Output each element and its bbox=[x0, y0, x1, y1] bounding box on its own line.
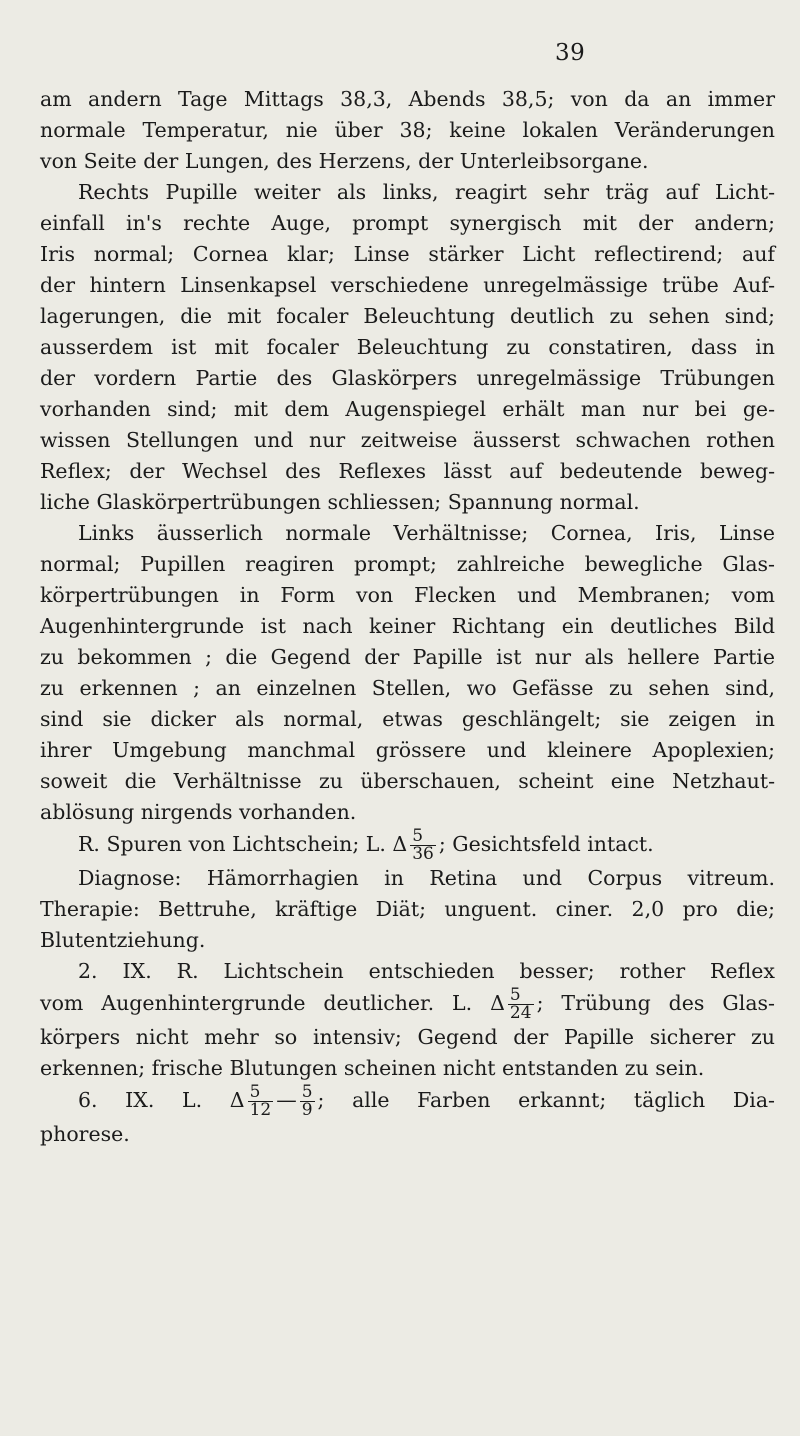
text-line: Iris normal; Cornea klar; Linse stärker Licht reflectirend; auf bbox=[40, 242, 775, 266]
fraction-numerator: 5 bbox=[412, 826, 424, 846]
text-segment: 6. IX. L. Δ bbox=[78, 1088, 245, 1112]
fraction-denominator: 36 bbox=[412, 844, 434, 864]
text-segment: ; Gesichtsfeld intact. bbox=[438, 832, 654, 856]
body-text bbox=[40, 84, 775, 1150]
text-line: soweit die Verhältnisse zu überschauen, scheint eine Netzhaut- bbox=[40, 769, 775, 793]
text-line: körpertrübungen in Form von Flecken und Membranen; vom bbox=[40, 583, 775, 607]
text-line: 2. IX. R. Lichtschein entschieden besser; rother Reflex bbox=[78, 959, 775, 983]
text-line: der vordern Partie des Glaskörpers unregelmässige Trübungen bbox=[40, 366, 775, 390]
text-line: Reflex; der Wechsel des Reflexes lässt auf bedeutende beweg- bbox=[40, 459, 775, 483]
text-line: zu bekommen ; die Gegend der Papille ist nur als hellere Partie bbox=[40, 645, 775, 669]
text-line: am andern Tage Mittags 38,3, Abends 38,5; von da an immer bbox=[40, 87, 775, 111]
text-segment: vom Augenhintergrunde deutlicher. L. Δ bbox=[40, 991, 505, 1015]
fraction-denominator: 12 bbox=[249, 1100, 272, 1120]
text-line: lagerungen, die mit focaler Beleuchtung deutlich zu sehen sind; bbox=[40, 304, 775, 328]
text-line: Therapie: Bettruhe, kräftige Diät; unguent. ciner. 2,0 pro die; bbox=[40, 897, 775, 921]
fraction bbox=[248, 1084, 274, 1119]
text-line: normal; Pupillen reagiren prompt; zahlreiche bewegliche Glas- bbox=[40, 552, 775, 576]
text-line: Diagnose: Hämorrhagien in Retina und Corpus vitreum. bbox=[78, 866, 775, 890]
text-line: ihrer Umgebung manchmal grössere und kleinere Apoplexien; bbox=[40, 738, 775, 762]
text-segment: ; alle Farben erkannt; täglich Dia- bbox=[317, 1088, 775, 1112]
text-line: von Seite der Lungen, des Herzens, der Unterleibsorgane. bbox=[40, 149, 649, 173]
text-line: phorese. bbox=[40, 1122, 130, 1146]
text-line-fraction bbox=[40, 1084, 775, 1119]
fraction bbox=[410, 828, 436, 863]
text-line: der hintern Linsenkapsel verschiedene unregelmässige trübe Auf- bbox=[40, 273, 775, 297]
text-line: körpers nicht mehr so intensiv; Gegend der Papille sicherer zu bbox=[40, 1025, 775, 1049]
fraction-numerator: 5 bbox=[301, 1082, 313, 1102]
text-line: ablösung nirgends vorhanden. bbox=[40, 800, 357, 824]
text-line: normale Temperatur, nie über 38; keine lokalen Veränderungen bbox=[40, 118, 775, 142]
text-line: wissen Stellungen und nur zeitweise äusserst schwachen rothen bbox=[40, 428, 775, 452]
fraction-denominator: 24 bbox=[509, 1003, 532, 1023]
text-line-fraction bbox=[40, 987, 775, 1022]
text-line: Augenhintergrunde ist nach keiner Richtang ein deutliches Bild bbox=[40, 614, 775, 638]
fraction-numerator: 5 bbox=[249, 1082, 261, 1102]
text-line: Blutentziehung. bbox=[40, 928, 206, 952]
page-number: 39 bbox=[555, 40, 586, 66]
text-line-fraction bbox=[40, 828, 775, 863]
text-line: Rechts Pupille weiter als links, reagirt sehr träg auf Licht- bbox=[78, 180, 775, 204]
fraction-numerator: 5 bbox=[509, 985, 521, 1005]
text-line: liche Glaskörpertrübungen schliessen; Spannung normal. bbox=[40, 490, 640, 514]
text-segment: R. Spuren von Lichtschein; L. Δ bbox=[78, 832, 408, 856]
fraction bbox=[300, 1084, 315, 1119]
fraction-denominator: 9 bbox=[301, 1100, 313, 1120]
text-line: Links äusserlich normale Verhältnisse; Cornea, Iris, Linse bbox=[78, 521, 775, 545]
text-line: zu erkennen ; an einzelnen Stellen, wo Gefässe zu sehen sind, bbox=[40, 676, 775, 700]
text-line: ausserdem ist mit focaler Beleuchtung zu constatiren, dass in bbox=[40, 335, 775, 359]
fraction bbox=[508, 987, 534, 1022]
dash: — bbox=[276, 1088, 297, 1112]
text-line: erkennen; frische Blutungen scheinen nicht entstanden zu sein. bbox=[40, 1056, 705, 1080]
text-line: sind sie dicker als normal, etwas geschlängelt; sie zeigen in bbox=[40, 707, 775, 731]
text-line: vorhanden sind; mit dem Augenspiegel erhält man nur bei ge- bbox=[40, 397, 775, 421]
text-line: einfall in's rechte Auge, prompt synergisch mit der andern; bbox=[40, 211, 775, 235]
text-segment: ; Trübung des Glas- bbox=[536, 991, 775, 1015]
